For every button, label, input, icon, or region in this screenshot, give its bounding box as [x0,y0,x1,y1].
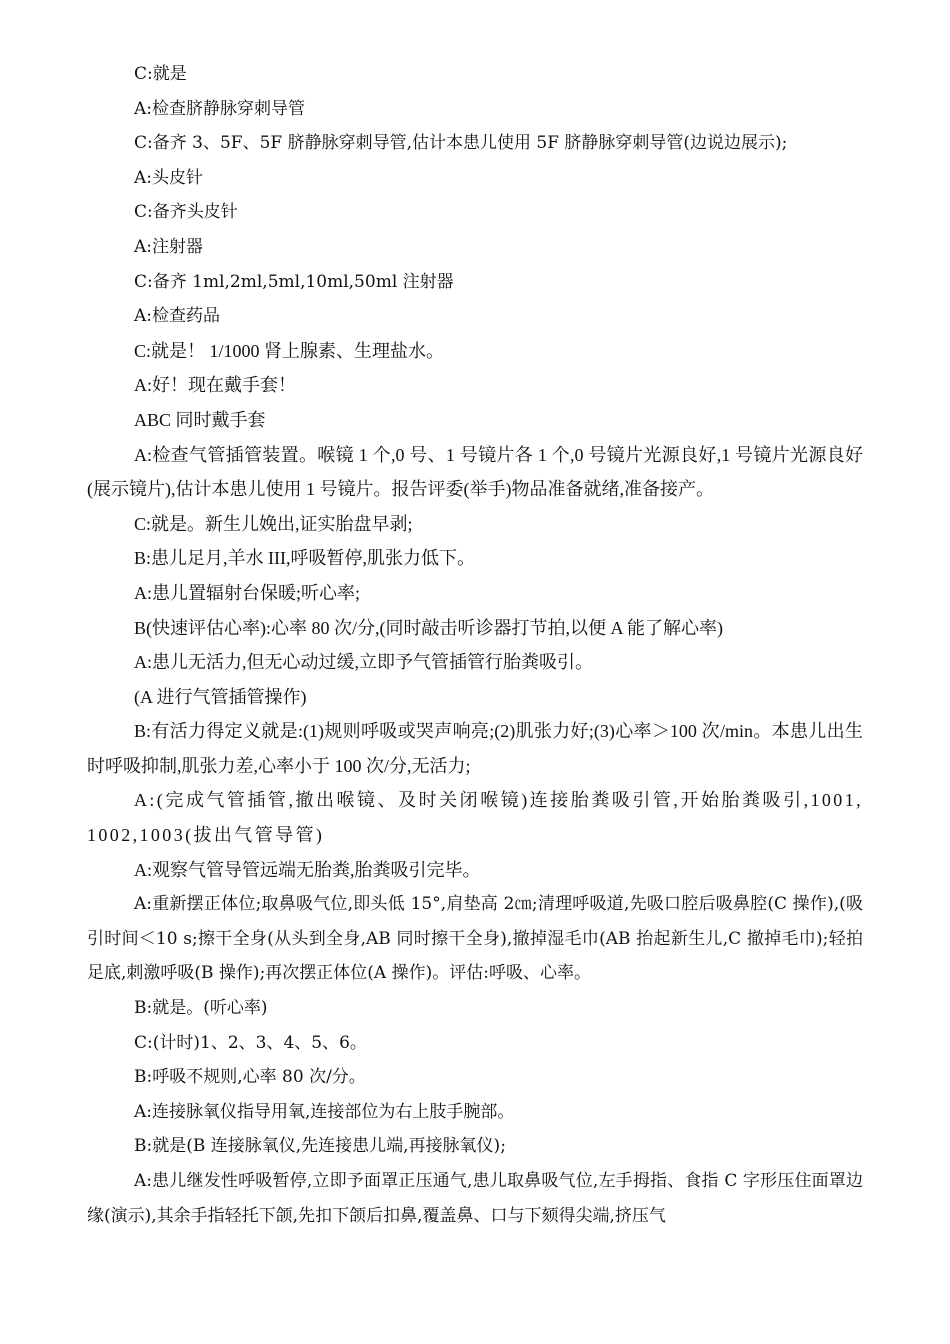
paragraph: B(快速评估心率):心率 80 次/分,(同时敲击听诊器打节拍,以便 A 能了解心率) [134,617,723,638]
paragraph: A:连接脉氧仪指导用氧,连接部位为右上肢手腕部。 [134,1101,515,1122]
document-page [87,57,863,1233]
paragraph: C:就是。新生儿娩出,证实胎盘早剥; [134,513,413,534]
paragraph: ABC 同时戴手套 [134,409,266,430]
paragraph: A:检查药品 [134,306,221,327]
paragraph: C:备齐头皮针 [134,202,238,223]
paragraph: B:就是。(听心率) [134,998,268,1019]
paragraph: A:头皮针 [134,167,204,188]
paragraph: A:患儿置辐射台保暖;听心率; [134,582,361,603]
paragraph: A:患儿继发性呼吸暂停,立即予面罩正压通气,患儿取鼻吸气位,左手拇指、食指 C 字形压住面罩边缘(演示),其余手指轻托下颌,先扣下颌后扣鼻,覆盖鼻、口与下颏得尖端,挤压气 [87,1171,863,1226]
paragraph: A:检查气管插管装置。喉镜 1 个,0 号、1 号镜片各 1 个,0 号镜片光源良好,1 号镜片光源良好(展示镜片),估计本患儿使用 1 号镜片。报告评委(举手)物品准备就绪,准备接产。 [87,444,863,500]
paragraph: B:患儿足月,羊水 III,呼吸暂停,肌张力低下。 [134,548,475,569]
paragraph: C:就是！ 1/1000 肾上腺素、生理盐水。 [134,340,445,361]
paragraph: C:(计时)1、2、3、4、5、6。 [134,1032,367,1053]
paragraph: A:好！现在戴手套！ [134,375,296,396]
paragraph: A:(完成气管插管,撤出喉镜、及时关闭喉镜)连接胎粪吸引管,开始胎粪吸引,1001,1002,1003(拔出气管导管) [87,790,863,846]
paragraph: A:注射器 [134,236,204,257]
paragraph: A:重新摆正体位;取鼻吸气位,即头低 15°,肩垫高 2㎝;清理呼吸道,先吸口腔后吸鼻腔(C 操作),(吸引时间＜10 s;擦干全身(从头到全身,AB 同时擦干全身),撤掉湿毛巾(AB 抬起新生儿,C 撤掉毛巾);轻拍足底,刺激呼吸(B 操作);再次摆正体位(A 操作)。评估:呼吸、心率。 [87,894,863,984]
paragraph: C:备齐 3、5F、5F 脐静脉穿刺导管,估计本患儿使用 5F 脐静脉穿刺导管(边说边展示); [134,133,788,154]
paragraph: B:有活力得定义就是:(1)规则呼吸或哭声响亮;(2)肌张力好;(3)心率＞100 次/min。本患儿出生时呼吸抑制,肌张力差,心率小于 100 次/分,无活力; [87,721,863,776]
paragraph: A:患儿无活力,但无心动过缓,立即予气管插管行胎粪吸引。 [134,652,593,673]
paragraph: C:备齐 1ml,2ml,5ml,10ml,50ml 注射器 [134,271,454,292]
paragraph: A:检查脐静脉穿刺导管 [134,98,306,119]
paragraph: B:呼吸不规则,心率 80 次/分。 [134,1067,366,1088]
paragraph: C:就是 [134,64,187,84]
paragraph: (A 进行气管插管操作) [134,686,307,707]
paragraph: B:就是(B 连接脉氧仪,先连接患儿端,再接脉氧仪); [134,1136,506,1157]
paragraph: A:观察气管导管远端无胎粪,胎粪吸引完毕。 [134,859,481,880]
